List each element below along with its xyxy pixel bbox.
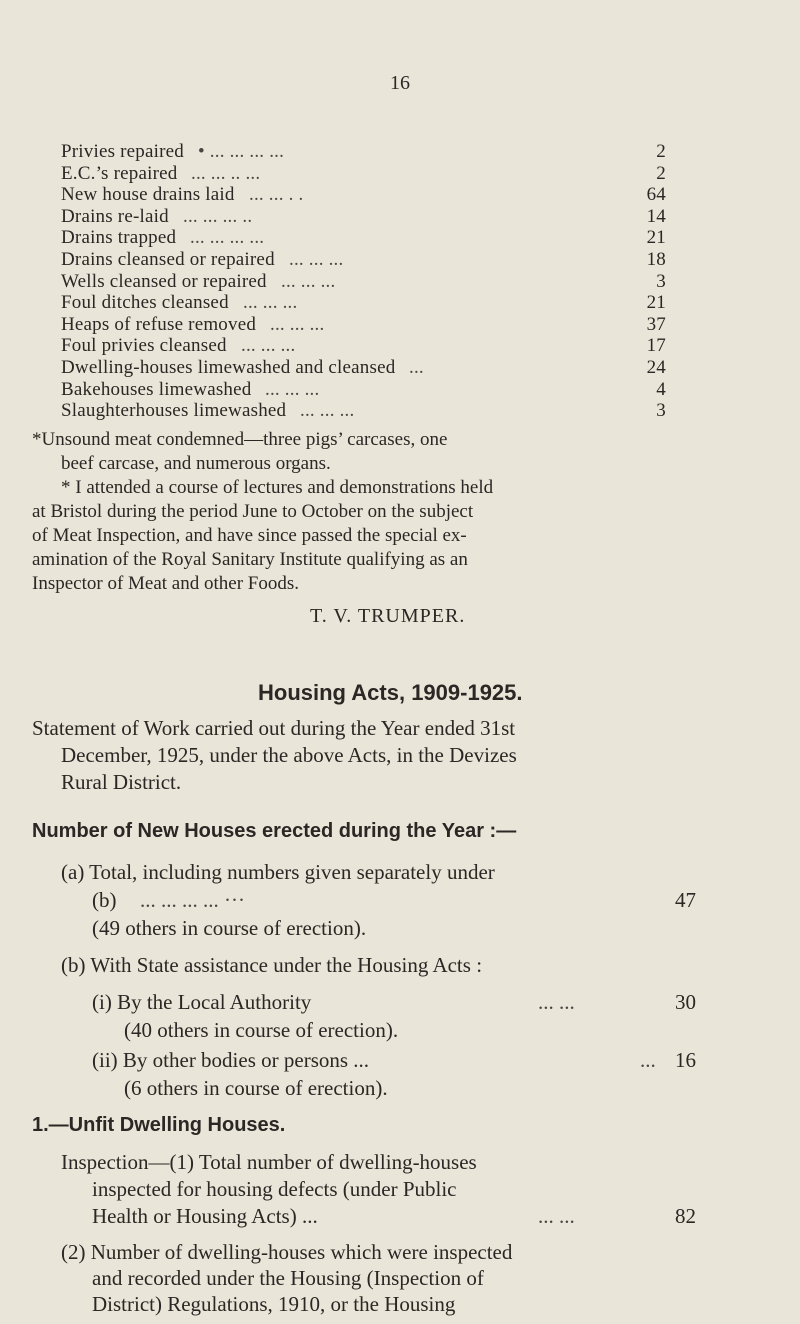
work-item-row [0,334,800,358]
leader-dots: ... ... ... .. [183,205,253,227]
work-item-count: 4 [656,378,666,400]
work-item-label: Drains trapped [61,227,177,249]
work-item-row [0,356,800,380]
new-houses-i-value: 30 [675,990,696,1014]
unfit-p2-line-1: (2) Number of dwelling-houses which were inspected [61,1240,513,1264]
work-item-count: 24 [646,357,666,378]
work-item-row [0,291,800,315]
unfit-p2-line-2: and recorded under the Housing (Inspection of [92,1266,484,1290]
work-item-row [0,313,800,337]
footnote-line-3: of Meat Inspection, and have since passed the special ex- [32,525,467,546]
leader-dots: ... ... ... [241,335,296,357]
work-item-label: Foul ditches cleansed [61,292,229,314]
work-item-count: 64 [646,184,666,206]
work-item-count: 14 [646,205,666,227]
statement-line-1: Statement of Work carried out during the Year ended 31st [32,716,516,740]
work-item-count: 2 [656,162,666,184]
statement-line-3: Rural District. [61,770,182,794]
unfit-p1-line-3: Health or Housing Acts) ... [92,1204,318,1228]
leader-dots: ... ... ... [289,249,344,270]
leader-dots: ... ... ... [270,313,325,335]
new-houses-a-value: 47 [675,888,696,912]
new-houses-ii-dots: ... [640,1048,656,1072]
footnote-line-2: at Bristol during the period June to October on the subject [32,501,474,522]
unsound-meat-line-1: *Unsound meat condemned—three pigs’ carcases, one [32,429,448,450]
work-item-count: 21 [646,292,666,314]
work-item-label: E.C.’s repaired [61,162,178,184]
unsound-meat-line-2: beef carcase, and numerous organs. [61,453,331,474]
unfit-p1-line-1: Inspection—(1) Total number of dwelling-houses [61,1150,477,1174]
new-houses-a-dots: ... ... ... ... ··· [140,888,245,912]
work-item-label: Dwelling-houses limewashed and cleansed [61,357,396,378]
new-houses-heading: Number of New Houses erected during the Year :— [32,820,517,842]
work-item-label: Heaps of refuse removed [61,313,257,335]
new-houses-a-line-1: (a) Total, including numbers given separately under [61,860,495,884]
new-houses-b-line: (b) With State assistance under the Housing Acts : [61,953,483,977]
work-item-count: 21 [646,227,666,249]
leader-dots: ... ... .. ... [191,162,261,184]
leader-dots: • ... ... ... ... [198,141,285,162]
work-item-row [0,162,800,186]
signature: T. V. TRUMPER. [310,605,466,627]
new-houses-ii-value: 16 [675,1048,696,1072]
footnote-line-5: Inspector of Meat and other Foods. [32,573,299,594]
work-item-label: New house drains laid [61,184,235,206]
work-item-label: Drains cleansed or repaired [61,249,275,270]
new-houses-i-label: (i) By the Local Authority [92,990,312,1014]
work-item-count: 17 [646,335,666,357]
housing-acts-title: Housing Acts, 1909-1925. [258,680,523,705]
leader-dots: ... [409,357,424,378]
new-houses-i-note: (40 others in course of erection). [124,1018,399,1042]
work-item-count: 2 [656,141,666,162]
unfit-p2-line-3: District) Regulations, 1910, or the Housing [92,1292,456,1316]
leader-dots: ... ... ... [300,400,355,422]
work-item-row [0,399,800,423]
work-item-label: Drains re-laid [61,205,169,227]
work-item-label: Slaughterhouses limewashed [61,400,287,422]
unfit-p1-dots: ... ... [538,1204,575,1228]
work-item-label: Privies repaired [61,141,184,162]
unfit-dwellings-heading: 1.—Unfit Dwelling Houses. [32,1114,286,1136]
work-item-row [0,270,800,294]
work-item-count: 3 [656,270,666,292]
leader-dots: ... ... ... [281,270,336,292]
work-item-row [0,248,800,272]
work-item-label: Foul privies cleansed [61,335,227,357]
new-houses-ii-note: (6 others in course of erection). [124,1076,388,1100]
work-item-label: Bakehouses limewashed [61,378,252,400]
new-houses-i-dots: ... ... [538,990,575,1014]
page-number: 16 [390,72,410,94]
work-item-count: 37 [646,313,666,335]
unfit-p1-value: 82 [675,1204,696,1228]
statement-line-2: December, 1925, under the above Acts, in the Devizes [61,743,517,767]
footnote-line-4: amination of the Royal Sanitary Institute qualifying as an [32,549,468,570]
unfit-p1-line-2: inspected for housing defects (under Public [92,1177,457,1201]
leader-dots: ... ... ... [243,292,298,314]
new-houses-ii-label: (ii) By other bodies or persons ... [92,1048,370,1072]
work-item-row [0,140,800,164]
work-item-count: 3 [656,400,666,422]
work-item-label: Wells cleansed or repaired [61,270,267,292]
work-item-count: 18 [646,249,666,270]
leader-dots: ... ... . . [249,184,304,206]
new-houses-a-label: (b) [92,888,117,912]
work-item-row [0,183,800,207]
leader-dots: ... ... ... [265,378,320,400]
work-item-row [0,226,800,250]
work-item-row [0,205,800,229]
leader-dots: ... ... ... ... [190,227,265,249]
new-houses-a-note: (49 others in course of erection). [92,916,367,940]
work-item-row [0,378,800,402]
footnote-line-1: * I attended a course of lectures and demonstrations held [61,477,494,498]
